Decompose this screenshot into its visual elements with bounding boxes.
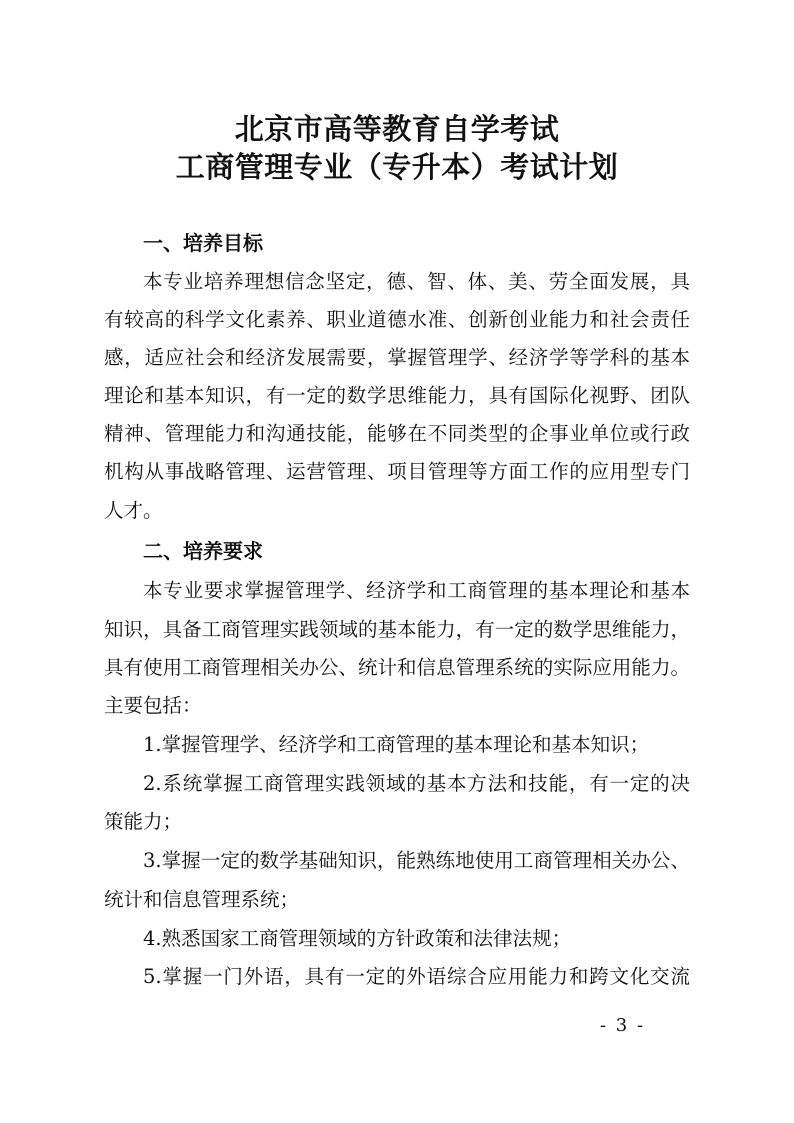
section1-line: 人才。 <box>104 499 163 522</box>
section2-line: 知识，具备工商管理实践领域的基本能力，有一定的数学思维能力， <box>104 618 690 641</box>
requirement-item: 5.掌握一门外语，具有一定的外语综合应用能力和跨文化交流 <box>143 965 690 988</box>
requirement-item: 2.系统掌握工商管理实践领域的基本方法和技能，有一定的决 <box>143 772 690 795</box>
section1-line: 精神、管理能力和沟通技能，能够在不同类型的企事业单位或行政 <box>104 422 690 445</box>
requirement-item: 1.掌握管理学、经济学和工商管理的基本理论和基本知识； <box>143 733 650 756</box>
section1-line: 有较高的科学文化素养、职业道德水准、创新创业能力和社会责任 <box>104 308 690 331</box>
section2-heading: 二、培养要求 <box>143 539 263 563</box>
requirement-item: 统计和信息管理系统； <box>104 888 300 911</box>
document-title-line1: 北京市高等教育自学考试 <box>234 112 560 146</box>
section2-line: 主要包括： <box>104 694 202 717</box>
requirement-item: 策能力； <box>104 810 183 833</box>
section1-line: 理论和基本知识，有一定的数学思维能力，具有国际化视野、团队 <box>104 384 690 407</box>
section1-line: 本专业培养理想信念坚定，德、智、体、美、劳全面发展，具 <box>143 270 690 293</box>
requirement-item: 4.熟悉国家工商管理领域的方针政策和法律法规； <box>143 927 572 950</box>
section1-line: 机构从事战略管理、运营管理、项目管理等方面工作的应用型专门 <box>104 460 690 483</box>
section1-line: 感，适应社会和经济发展需要，掌握管理学、经济学等学科的基本 <box>104 346 690 369</box>
requirement-item: 3.掌握一定的数学基础知识，能熟练地使用工商管理相关办公、 <box>143 849 690 872</box>
section1-heading: 一、培养目标 <box>143 231 263 255</box>
page-number: - 3 - <box>600 1015 646 1036</box>
section2-line: 具有使用工商管理相关办公、统计和信息管理系统的实际应用能力。 <box>104 656 690 679</box>
section2-line: 本专业要求掌握管理学、经济学和工商管理的基本理论和基本 <box>143 579 690 602</box>
document-title-line2: 工商管理专业（专升本）考试计划 <box>175 150 619 184</box>
